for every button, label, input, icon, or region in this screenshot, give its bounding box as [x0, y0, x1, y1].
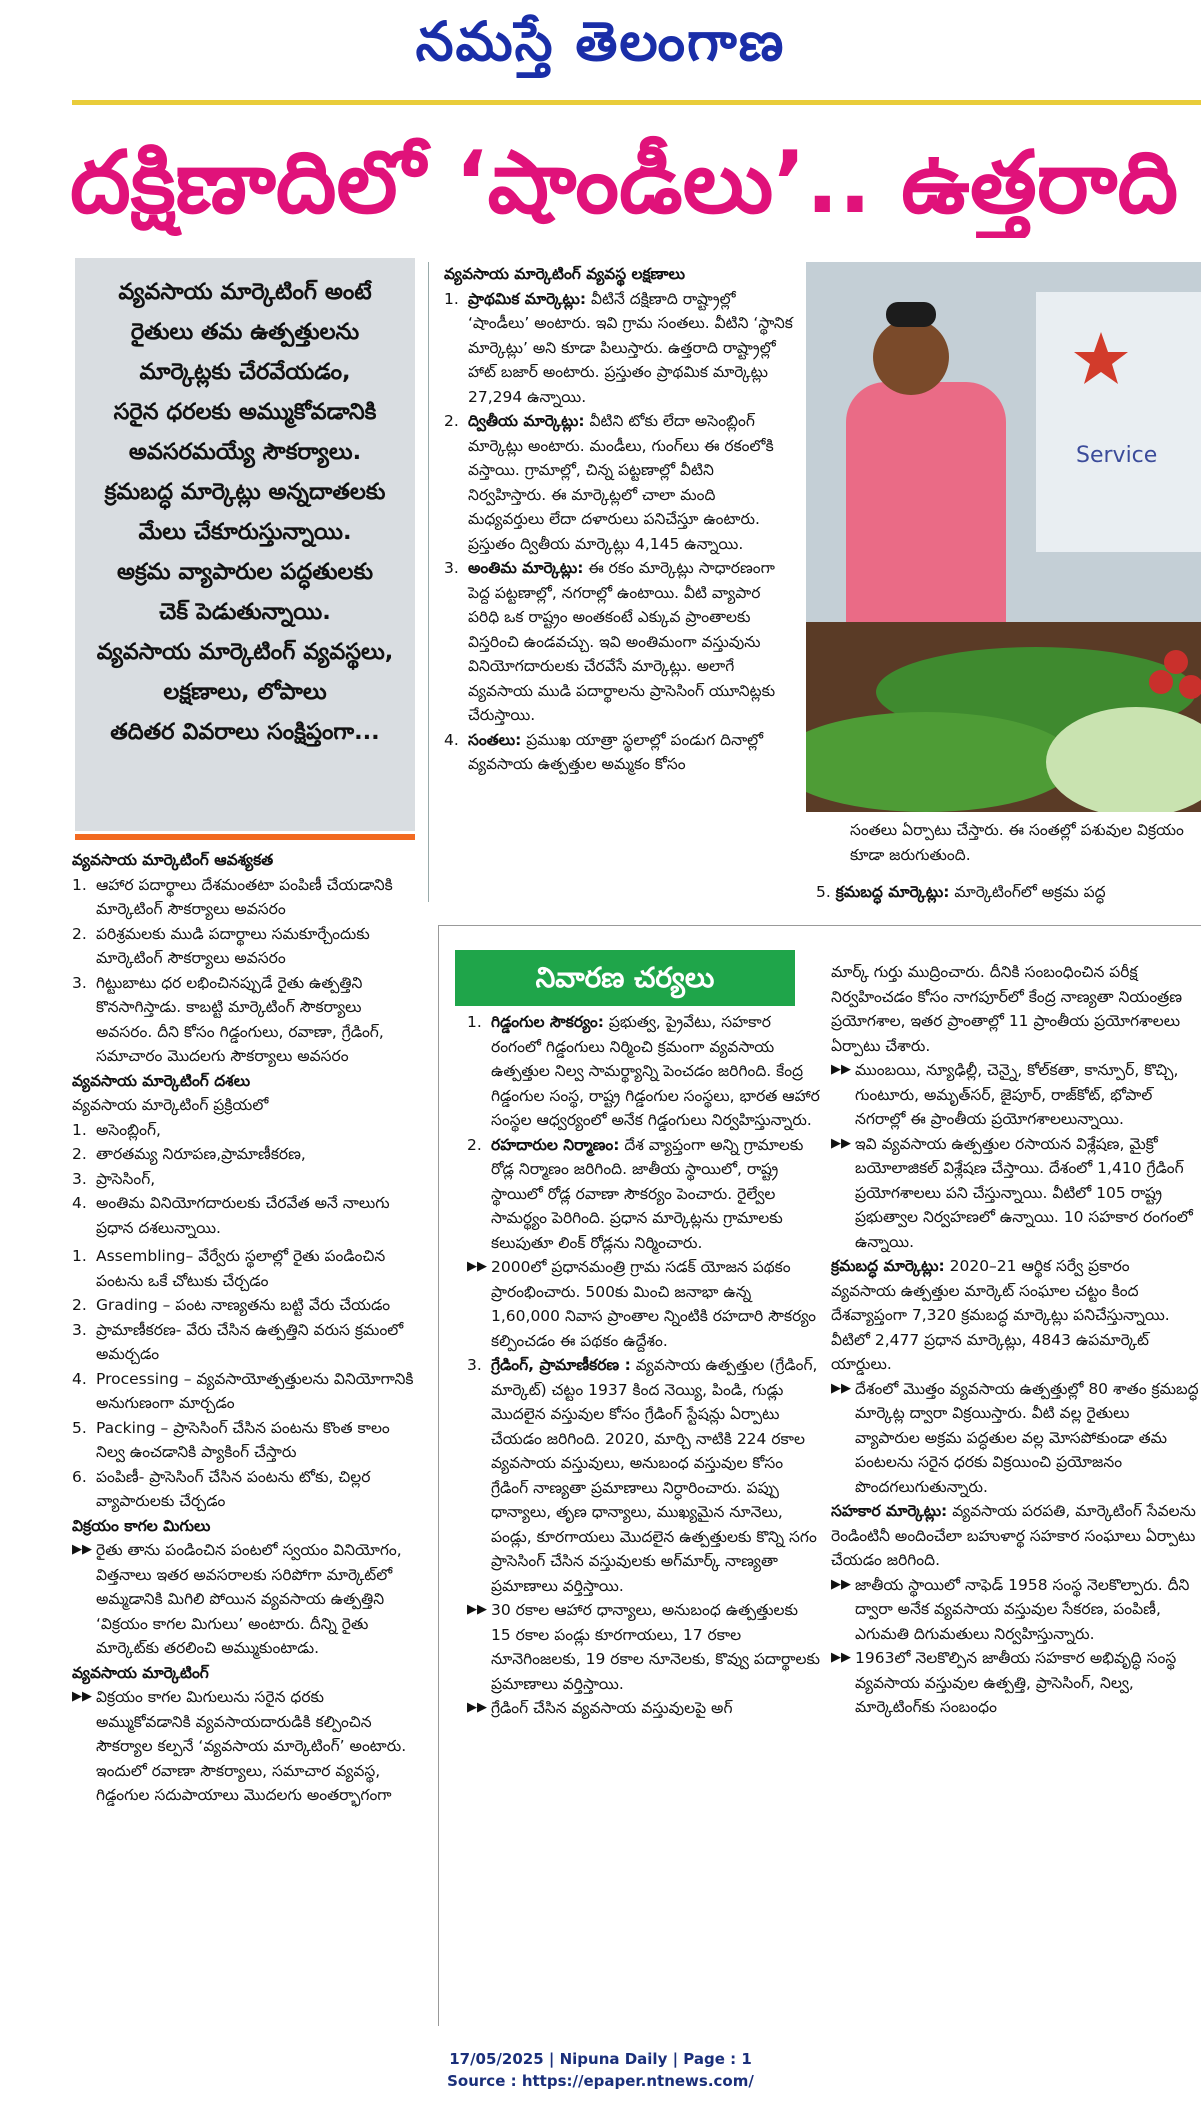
bullet-item: ▶▶ దేశంలో మొత్తం వ్యవసాయ ఉత్పత్తుల్లో 80 శాతం క్రమబద్ధ మార్కెట్ల ద్వారా విక్రయిస్తారు. వీటి వల్ల రైతులు వ్యాపారుల అక్రమ పద్ధతుల వల్ల మోసపోకుండా తమ పంటలను సరైన ధరకు విక్రయించి ప్రయోజనం పొందగలుగుతున్నారు. — [831, 1377, 1199, 1500]
remedies-column — [467, 1010, 821, 2030]
list-item: 2. తారతమ్య నిరూపణ,ప్రామాణీకరణ, — [72, 1145, 306, 1163]
double-arrow-icon: ▶▶ — [467, 1602, 487, 1617]
double-arrow-icon: ▶▶ — [831, 1380, 851, 1396]
intro-line: వ్యవసాయ మార్కెటింగ్ వ్యవస్థలు, — [96, 639, 394, 665]
right-column: మార్క్ గుర్తు ముద్రించారు. దీనికి సంబంధించిన పరీక్ష నిర్వహించడం కోసం నాగపూర్‌లో కేంద్ర నాణ్యతా నియంత్రణ ప్రయోగశాల, ఇతర ప్రాంతాల్లో 11 ప్రాంతీయ ప్రయోగశాలలు ఏర్పాటు చేశారు. ▶▶ ముంబయి, న్యూఢిల్లీ, చెన్నై, కోల్‌కతా, కాన్పూర్, కొచ్చి, గుంటూరు, అమృత్‌సర్, జైపూర్, రాజ్‌కోట్, భోపాల్ నగరాల్లో ఈ ప్రాంతీయ ప్రయోగశాలలున్నాయి. ▶▶ ఇవి వ్యవసాయ ఉత్పత్తుల రసాయన విశ్లేషణ, మైక్రో బయోలాజికల్ విశ్లేషణ చేస్తాయి. దేశంలో 1,410 గ్రేడింగ్ ప్రయోగశాలలు పని చేస్తున్నాయి. వీటిలో 105 రాష్ట్ర ప్రభుత్వాల నిర్వహణలో ఉన్నాయి. 10 సహకార రంగంలో ఉన్నాయి. క్రమబద్ధ మార్కెట్లు: 2020–21 ఆర్థిక సర్వే ప్రకారం వ్యవసాయ ఉత్పత్తుల మార్కెట్ సంఘాల చట్టం కింద దేశవ్యాప్తంగా 7,320 క్రమబద్ధ మార్కెట్లు పనిచేస్తున్నాయి. వీటిలో 2,477 ప్రధాన మార్కెట్లు, 4843 ఉపమార్కెట్ యార్డులు. ▶▶ దేశంలో మొత్తం వ్యవసాయ ఉత్పత్తుల్లో 80 శాతం క్రమబద్ధ మార్కెట్ల ద్వారా విక్రయిస్తారు. వీటి వల్ల రైతులు వ్యాపారుల అక్రమ పద్ధతుల వల్ల మోసపోకుండా తమ పంటలను సరైన ధరకు విక్రయించి ప్రయోజనం పొందగలుగుతున్నారు. సహకార మార్కెట్లు: వ్యవసాయ పరపతి, మార్కెటింగ్ సేవలను రెండింటినీ అందించేలా బహుళార్థ సహకార సంఘాలు ఏర్పాటు చేయడం జరిగింది. ▶▶ జాతీయ స్థాయిలో నాఫెడ్ 1958 సంస్థ నెలకొల్పారు. దీని ద్వారా అనేక వ్యవసాయ వస్తువుల సేకరణ, పంపిణీ, ఎగుమతి దిగుమతులు నిర్వహిస్తున్నారు. ▶▶ 1963లో నెలకొల్పిన జాతీయ సహకార అభివృద్ధి సంస్థ వ్యవసాయ వస్తువుల ఉత్పత్తి, ప్రాసెసింగ్, నిల్వ, మార్కెటింగ్‌కు సంబంధం — [831, 960, 1199, 2030]
bullet-item: ▶▶ 30 రకాల ఆహార ధాన్యాలు, అనుబంధ ఉత్పత్తులకు 15 రకాల పండ్లు కూరగాయలు, 17 రకాల నూనెగింజలకు, 19 రకాల నూనెలకు, కొవ్వు పదార్థాలకు ప్రమాణాలు వర్తిస్తాయి. — [467, 1598, 821, 1696]
double-arrow-icon: ▶▶ — [831, 1650, 851, 1665]
bullet-item: ▶▶ 1963లో నెలకొల్పిన జాతీయ సహకార అభివృద్ధి సంస్థ వ్యవసాయ వస్తువుల ఉత్పత్తి, ప్రాసెసింగ్, నిల్వ, మార్కెటింగ్‌కు సంబంధం — [831, 1646, 1199, 1720]
column-divider — [428, 262, 429, 902]
bullet-item: ▶▶ ఇవి వ్యవసాయ ఉత్పత్తుల రసాయన విశ్లేషణ, మైక్రో బయోలాజికల్ విశ్లేషణ చేస్తాయి. దేశంలో 1,410 గ్రేడింగ్ ప్రయోగశాలలు పని చేస్తున్నాయి. వీటిలో 105 రాష్ట్ర ప్రభుత్వాల నిర్వహణలో ఉన్నాయి. 10 సహకార రంగంలో ఉన్నాయి. — [831, 1132, 1199, 1255]
list-item: 2. రహదారుల నిర్మాణం: దేశ వ్యాప్తంగా అన్ని గ్రామాలకు రోడ్ల నిర్మాణం జరిగింది. జాతీయ స్థాయిలో, రాష్ట్ర స్థాయిలో రోడ్ల రవాణా సౌకర్యం పెంచారు. రైల్వేల సామర్థ్యం పెరిగింది. ప్రధాన మార్కెట్లను గ్రామాలకు కలుపుతూ లింక్ రోడ్లను నిర్మించారు. — [467, 1135, 804, 1252]
list-item: 3. అంతిమ మార్కెట్లు: ఈ రకం మార్కెట్లు సాధారణంగా పెద్ద పట్టణాల్లో, నగరాల్లో ఉంటాయి. వీటి వ్యాపార పరిధి ఒక రాష్ట్రం అంతకంటే ఎక్కువ ప్రాంతాలకు విస్తరించి ఉండవచ్చు. ఇవి అంతిమంగా వస్తువును వినియోగదారులకు చేరవేసే మార్కెట్లు. అలాగే వ్యవసాయ ముడి పదార్థాలను ప్రాసెసింగ్ యూనిట్లకు చేరుస్తాయి. — [444, 559, 776, 724]
middle-column — [444, 262, 796, 902]
newspaper-logo: నమస్తే తెలంగాణ — [415, 10, 786, 73]
intro-underline — [75, 834, 415, 840]
intro-line: సరైన ధరలకు అమ్ముకోవడానికి — [113, 399, 377, 425]
stages-intro: వ్యవసాయ మార్కెటింగ్ ప్రక్రియలో — [72, 1096, 269, 1114]
vegetable-vendor-illustration — [806, 262, 1201, 812]
cooperative-markets: సహకార మార్కెట్లు: వ్యవసాయ పరపతి, మార్కెటింగ్ సేవలను రెండింటినీ అందించేలా బహుళార్థ సహకార సంఘాలు ఏర్పాటు చేయడం జరిగింది. — [831, 1502, 1196, 1569]
bullet-item: ▶▶ రైతు తాను పండించిన పంటలో స్వయం వినియోగం, విత్తనాలు ఇతర అవసరాలకు సరిపోగా మార్కెట్‌లో అమ్మడానికి మిగిలి పోయిన వ్యవసాయ ఉత్పత్తిని ‘విక్రయం కాగల మిగులు’ అంటారు. దీన్ని రైతు మార్కెట్‌కు తరలించి అమ్ముకుంటాడు. — [72, 1538, 417, 1661]
list-item: 1. ప్రాథమిక మార్కెట్లు: వీటినే దక్షిణాది రాష్ట్రాల్లో ‘షాండీలు’ అంటారు. ఇవి గ్రామ సంతలు. వీటిని ‘స్థానిక మార్కెట్లు’ అని కూడా పిలుస్తారు. ఉత్తరాది రాష్ట్రాల్లో హాట్ బజార్ అంటారు. ప్రస్తుతం ప్రాథమిక మార్కెట్లు 27,294 ఉన్నాయి. — [444, 289, 793, 406]
bullet-item: ▶▶ విక్రయం కాగల మిగులును సరైన ధరకు అమ్ముకోవడానికి వ్యవసాయదారుడికి కల్పించిన సౌకర్యాల కల్పనే ‘వ్యవసాయ మార్కెటింగ్’ అంటారు. ఇందులో రవాణా సౌకర్యాలు, సమాచార వ్యవస్థ, గిడ్డంగుల సదుపాయాలు మొదలగు అంతర్భాగంగా — [72, 1685, 417, 1808]
double-arrow-icon: ▶▶ — [831, 1062, 851, 1077]
intro-box — [75, 258, 415, 831]
list-item: 5. Packing – ప్రాసెసింగ్ చేసిన పంటను కొంత కాలం నిల్వ ఉంచడానికి ప్యాకింగ్ చేస్తారు — [72, 1418, 390, 1461]
remedies-label: నివారణ చర్యలు — [455, 950, 795, 1006]
bullet-item: ▶▶ ముంబయి, న్యూఢిల్లీ, చెన్నై, కోల్‌కతా, కాన్పూర్, కొచ్చి, గుంటూరు, అమృత్‌సర్, జైపూర్, రాజ్‌కోట్, భోపాల్ నగరాల్లో ఈ ప్రాంతీయ ప్రయోగశాలలున్నాయి. — [831, 1058, 1199, 1132]
intro-line: మేలు చేకూరుస్తున్నాయి. — [138, 519, 352, 545]
intro-line: అవసరమయ్యే సౌకర్యాలు. — [128, 439, 362, 465]
intro-line: చెక్ పెడుతున్నాయి. — [159, 599, 331, 625]
list-item: 4. అంతిమ వినియోగదారులకు చేరవేత అనే నాలుగు ప్రధాన దశలున్నాయి. — [72, 1194, 390, 1237]
intro-line: తదితర వివరాలు సంక్షిప్తంగా... — [110, 719, 380, 745]
page-footer — [0, 2048, 1201, 2092]
headline: దక్షిణాదిలో ‘షాండీలు’.. ఉత్తరాది — [70, 133, 1179, 233]
masthead — [0, 0, 1201, 100]
list-item: 1. అసెంబ్లింగ్, — [72, 1120, 161, 1139]
need-heading: వ్యవసాయ మార్కెటింగ్ ఆవశ్యకత — [72, 851, 274, 869]
masthead-rule — [72, 100, 1201, 105]
left-column — [72, 848, 417, 2028]
double-arrow-icon: ▶▶ — [467, 1259, 487, 1274]
intro-line: వ్యవసాయ మార్కెటింగ్ అంటే — [118, 279, 372, 305]
list-item: 2. ద్వితీయ మార్కెట్లు: వీటిని టోకు లేదా అసెంబ్లింగ్ మార్కెట్లు అంటారు. మండీలు, గుంగ్‌లు ఈ రకంలోకి వస్తాయి. గ్రామాల్లో, చిన్న పట్టణాల్లో వీటిని నిర్వహిస్తారు. ఈ మార్కెట్లలో చాలా మంది మధ్యవర్తులు లేదా దళారులు పనిచేస్తూ ఉంటారు. ప్రస్తుతం ద్వితీయ మార్కెట్లు 4,145 ఉన్నాయి. — [444, 412, 774, 553]
double-arrow-icon: ▶▶ — [831, 1576, 851, 1592]
bullet-item: ▶▶ గ్రేడింగ్ చేసిన వ్యవసాయ వస్తువులపై అగ్ — [467, 1696, 821, 1721]
list-item: 6. పంపిణీ- ప్రాసెసింగ్ చేసిన పంటను టోకు, చిల్లర వ్యాపారులకు చేర్చడం — [72, 1467, 371, 1510]
list-item: 3. ప్రామాణీకరణ- వేరు చేసిన ఉత్పత్తిని వరుస క్రమంలో అమర్చడం — [72, 1320, 404, 1363]
list-item: 2. Grading – పంట నాణ్యతను బట్టి వేరు చేయడం — [72, 1296, 391, 1314]
bullet-item: ▶▶ జాతీయ స్థాయిలో నాఫెడ్ 1958 సంస్థ నెలకొల్పారు. దీని ద్వారా అనేక వ్యవసాయ వస్తువుల సేకరణ, పంపిణీ, ఎగుమతి దిగుమతులు నిర్వహిస్తున్నారు. — [831, 1573, 1199, 1647]
list-item: 1. గిడ్డంగుల సౌకర్యం: ప్రభుత్వ, ప్రైవేటు, సహకార రంగంలో గిడ్డంగులు నిర్మించి క్రమంగా వ్యవసాయ ఉత్పత్తుల నిల్వ సామర్థ్యాన్ని పెంచడం జరిగింది. కేంద్ర గిడ్డంగుల సంస్థ, రాష్ట్ర గిడ్డంగుల సంస్థలు, భారత ఆహార సంస్థల ఆధ్వర్యంలో అనేక గిడ్డంగులు నిర్వహిస్తున్నారు. — [467, 1013, 820, 1129]
list-item: 2. పరిశ్రమలకు ముడి పదార్థాలు సమకూర్చేందుకు మార్కెటింగ్ సౌకర్యాలు అవసరం — [72, 924, 370, 967]
intro-line: లక్షణాలు, లోపాలు — [163, 679, 327, 705]
stages-heading: వ్యవసాయ మార్కెటింగ్ దశలు — [72, 1071, 251, 1090]
list-item: 3. గ్రేడింగ్, ప్రామాణీకరణ : వ్యవసాయ ఉత్పత్తుల (గ్రేడింగ్, మార్కెట్) చట్టం 1937 కింద నెయ్యి, పిండి, గుడ్లు మొదలైన వస్తువుల కోసం గ్రేడింగ్ స్టేషన్లు ఏర్పాటు చేయడం జరిగింది. 2020, మార్చి నాటికి 224 రకాల వ్యవసాయ వస్తువులు, అనుబంధ వస్తువుల కోసం గ్రేడింగ్ నాణ్యతా ప్రమాణాలు నిర్ధారించారు. పప్పు ధాన్యాలు, తృణ ధాన్యాలు, ముఖ్యమైన నూనెలు, పండ్లు, కూరగాయలు మొదలైన ఉత్పత్తులకు కొన్ని సగం ప్రాసెసింగ్ చేసిన వస్తువులకు అగ్‌మార్క్ నాణ్యతా ప్రమాణాలు వర్తిస్తాయి. — [467, 1356, 818, 1595]
list-item: 3. ప్రాసెసింగ్, — [72, 1169, 156, 1188]
features-heading: వ్యవసాయ మార్కెటింగ్ వ్యవస్థ లక్షణాలు — [444, 265, 685, 283]
list-item: 1. Assembling– వేర్వేరు స్థలాల్లో రైతు పండించిన పంటను ఒకే చోటుకు చేర్చడం — [72, 1247, 386, 1290]
regulated-markets: క్రమబద్ధ మార్కెట్లు: 2020–21 ఆర్థిక సర్వే ప్రకారం వ్యవసాయ ఉత్పత్తుల మార్కెట్ సంఘాల చట్టం కింద దేశవ్యాప్తంగా 7,320 క్రమబద్ధ మార్కెట్లు పనిచేస్తున్నాయి. వీటిలో 2,477 ప్రధాన మార్కెట్లు, 4843 ఉపమార్కెట్ యార్డులు. — [831, 1257, 1170, 1373]
intro-text — [85, 272, 405, 752]
list-item: 1. ఆహార పదార్థాలు దేశమంతటా పంపిణీ చేయడానికి మార్కెటింగ్ సౌకర్యాలు అవసరం — [72, 875, 393, 918]
surplus-heading: విక్రయం కాగల మిగులు — [72, 1516, 211, 1535]
marketing-heading: వ్యవసాయ మార్కెటింగ్ — [72, 1663, 209, 1682]
intro-line: రైతులు తమ ఉత్పత్తులను — [130, 319, 360, 345]
footer-source-link[interactable]: Source : https://epaper.ntnews.com/ — [447, 2072, 754, 2090]
list-item: 5. క్రమబద్ధ మార్కెట్లు: మార్కెటింగ్‌లో అక్రమ పద్ధ — [816, 883, 1106, 901]
bullet-item: ▶▶ 2000లో ప్రధానమంత్రి గ్రామ సడక్ యోజన పథకం ప్రారంభించారు. 500కు మించి జనాభా ఉన్న 1,60,000 నివాస ప్రాంతాల న్నింటికి రహదారి సౌకర్యం కల్పించడం ఈ పథకం ఉద్దేశం. — [467, 1255, 821, 1353]
footer-date-line: 17/05/2025 | Nipuna Daily | Page : 1 — [449, 2050, 752, 2068]
double-arrow-icon: ▶▶ — [831, 1135, 851, 1151]
vendor-photo — [806, 262, 1201, 812]
double-arrow-icon: ▶▶ — [72, 1542, 92, 1557]
double-arrow-icon: ▶▶ — [467, 1700, 487, 1715]
list-item: 3. గిట్టుబాటు ధర లభించినప్పుడే రైతు ఉత్పత్తిని కొనసాగిస్తాడు. కాబట్టి మార్కెటింగ్ సౌకర్యాలు అవసరం. దీని కోసం గిడ్డంగులు, రవాణా, గ్రేడింగ్, సమాచారం మొదలగు సౌకర్యాలు అవసరం — [72, 973, 384, 1065]
intro-line: మార్కెట్లకు చేరవేయడం, — [139, 359, 351, 385]
svg-text:Service: Service — [1076, 443, 1158, 468]
list-item: 4. సంతలు: ప్రముఖ యాత్రా స్థలాల్లో పండుగ దినాల్లో వ్యవసాయ ఉత్పత్తుల అమ్మకం కోసం — [444, 730, 764, 773]
photo-caption: సంతలు ఏర్పాటు చేస్తారు. ఈ సంతల్లో పశువుల విక్రయం కూడా జరుగుతుంది. — [850, 821, 1184, 864]
intro-line: అక్రమ వ్యాపారుల పద్ధతులకు — [116, 559, 374, 585]
intro-line: క్రమబద్ధ మార్కెట్లు అన్నదాతలకు — [104, 479, 386, 505]
double-arrow-icon: ▶▶ — [72, 1689, 92, 1704]
list-item: 4. Processing – వ్యవసాయోత్పత్తులను వినియోగానికి అనుగుణంగా మార్చడం — [72, 1369, 414, 1412]
